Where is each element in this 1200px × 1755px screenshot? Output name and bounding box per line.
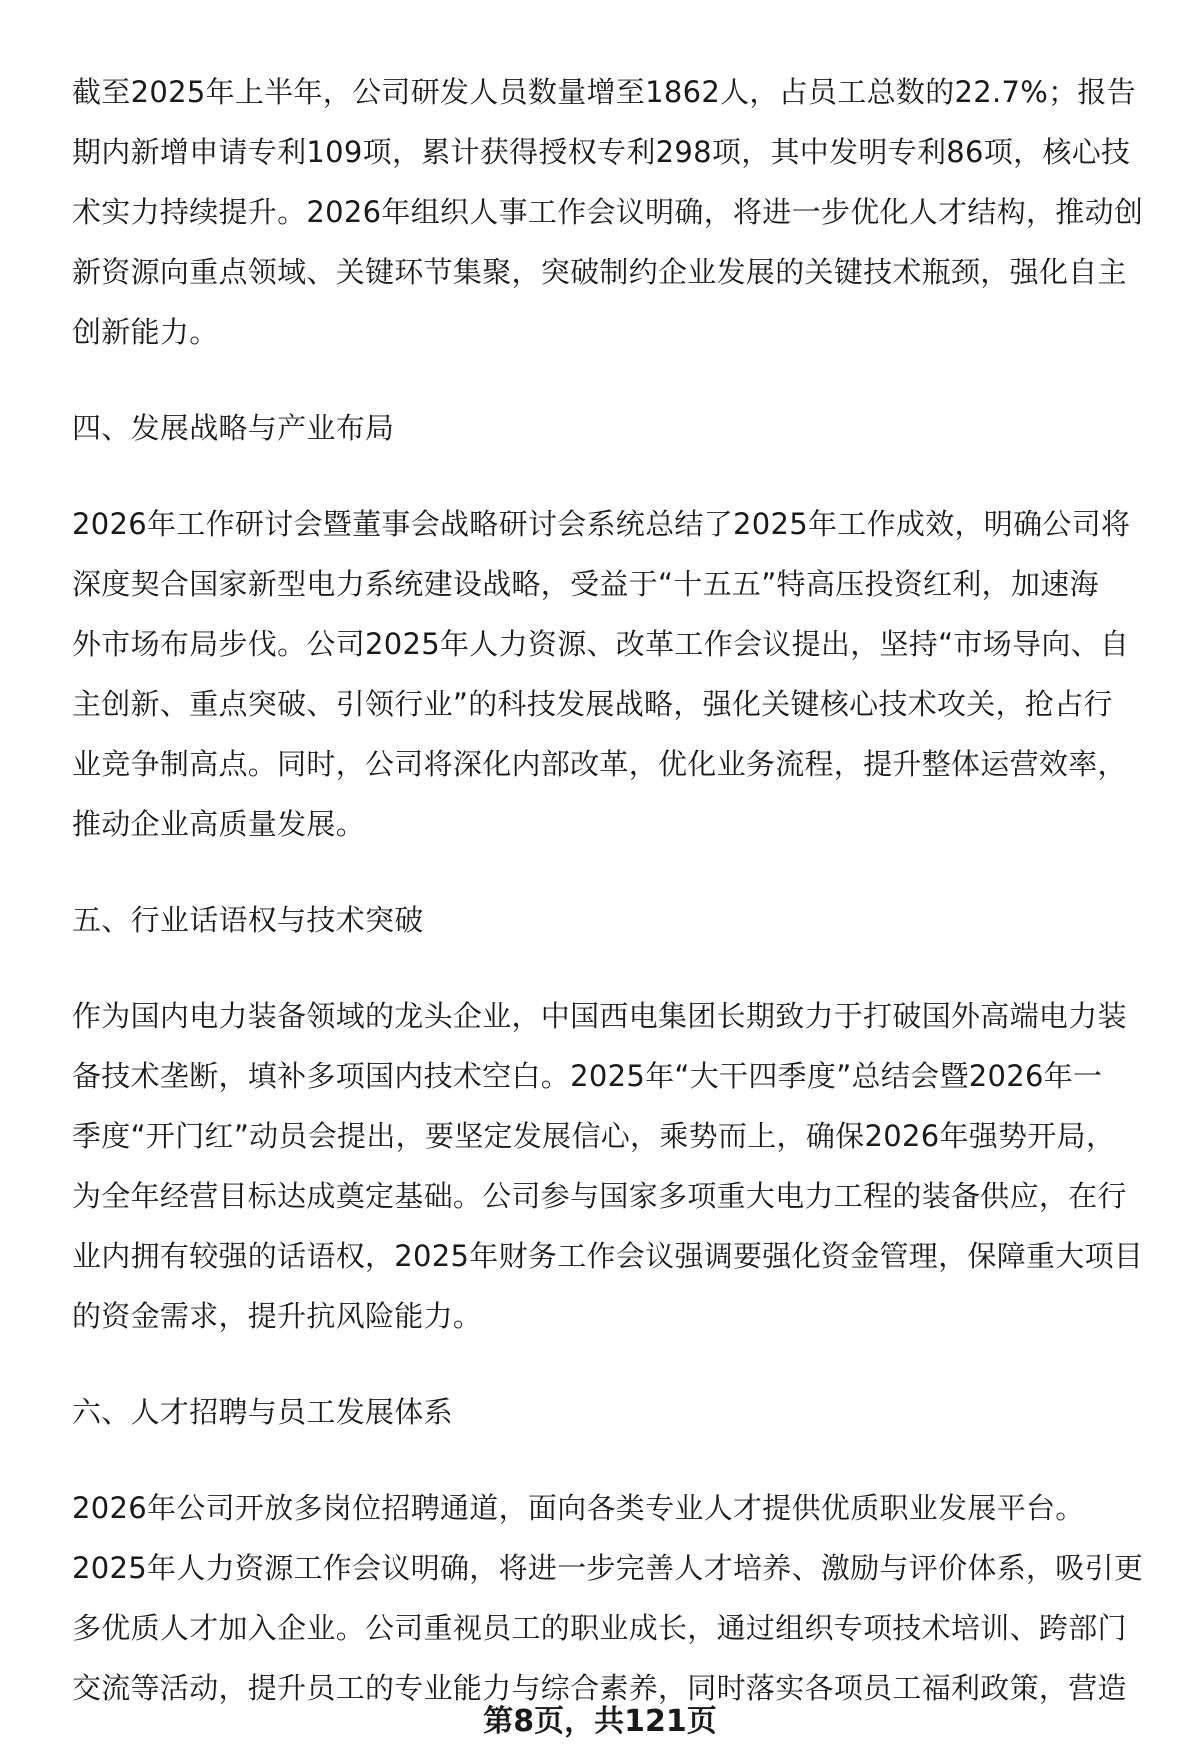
section-5-paragraph [72, 986, 1152, 1346]
paragraph-line: 2025年人力资源工作会议明确，将进一步完善人才培养、激励与评价体系，吸引更 [72, 1551, 1144, 1585]
paragraph-line: 术实力持续提升。2026年组织人事工作会议明确，将进一步优化人才结构，推动创 [72, 195, 1144, 229]
paragraph-line: 的资金需求，提升抗风险能力。 [72, 1299, 483, 1333]
paragraph-line: 截至2025年上半年，公司研发人员数量增至1862人，占员工总数的22.7%；报告 [72, 75, 1137, 109]
page-number: 第8页，共121页 [483, 1704, 717, 1739]
paragraph-line: 多优质人才加入企业。公司重视员工的职业成长，通过组织专项技术培训、跨部门 [72, 1611, 1127, 1645]
paragraph-line: 外市场布局步伐。公司2025年人力资源、改革工作会议提出，坚持“市场导向、自 [72, 627, 1130, 661]
paragraph-line: 深度契合国家新型电力系统建设战略，受益于“十五五”特高压投资红利，加速海 [72, 567, 1099, 601]
section-heading-5: 五、行业话语权与技术突破 [72, 903, 424, 937]
paragraph-line: 创新能力。 [72, 315, 219, 349]
paragraph-line: 为全年经营目标达成奠定基础。公司参与国家多项重大电力工程的装备供应，在行 [72, 1179, 1127, 1213]
paragraph-line: 2026年工作研讨会暨董事会战略研讨会系统总结了2025年工作成效，明确公司将 [72, 507, 1131, 541]
section-4-paragraph [72, 494, 1152, 854]
intro-paragraph [72, 62, 1152, 362]
paragraph-line: 2026年公司开放多岗位招聘通道，面向各类专业人才提供优质职业发展平台。 [72, 1491, 1085, 1525]
paragraph-line: 业内拥有较强的话语权，2025年财务工作会议强调要强化资金管理，保障重大项目 [72, 1239, 1144, 1273]
paragraph-line: 推动企业高质量发展。 [72, 807, 366, 841]
section-heading-4: 四、发展战略与产业布局 [72, 411, 395, 445]
paragraph-line: 交流等活动，提升员工的专业能力与综合素养，同时落实各项员工福利政策，营造 [72, 1671, 1127, 1705]
paragraph-line: 期内新增申请专利109项，累计获得授权专利298项，其中发明专利86项，核心技 [72, 135, 1131, 169]
paragraph-line: 主创新、重点突破、引领行业”的科技发展战略，强化关键核心技术攻关，抢占行 [72, 687, 1113, 721]
section-heading-6: 六、人才招聘与员工发展体系 [72, 1395, 453, 1429]
section-6-paragraph [72, 1478, 1152, 1718]
paragraph-line: 作为国内电力装备领域的龙头企业，中国西电集团长期致力于打破国外高端电力装 [72, 999, 1127, 1033]
paragraph-line: 季度“开门红”动员会提出，要坚定发展信心，乘势而上，确保2026年强势开局， [72, 1119, 1116, 1153]
paragraph-line: 备技术垄断，填补多项国内技术空白。2025年“大干四季度”总结会暨2026年一 [72, 1059, 1103, 1093]
document-body [72, 62, 1152, 1718]
paragraph-line: 业竞争制高点。同时，公司将深化内部改革，优化业务流程，提升整体运营效率， [72, 747, 1127, 781]
paragraph-line: 新资源向重点领域、关键环节集聚，突破制约企业发展的关键技术瓶颈，强化自主 [72, 255, 1127, 289]
